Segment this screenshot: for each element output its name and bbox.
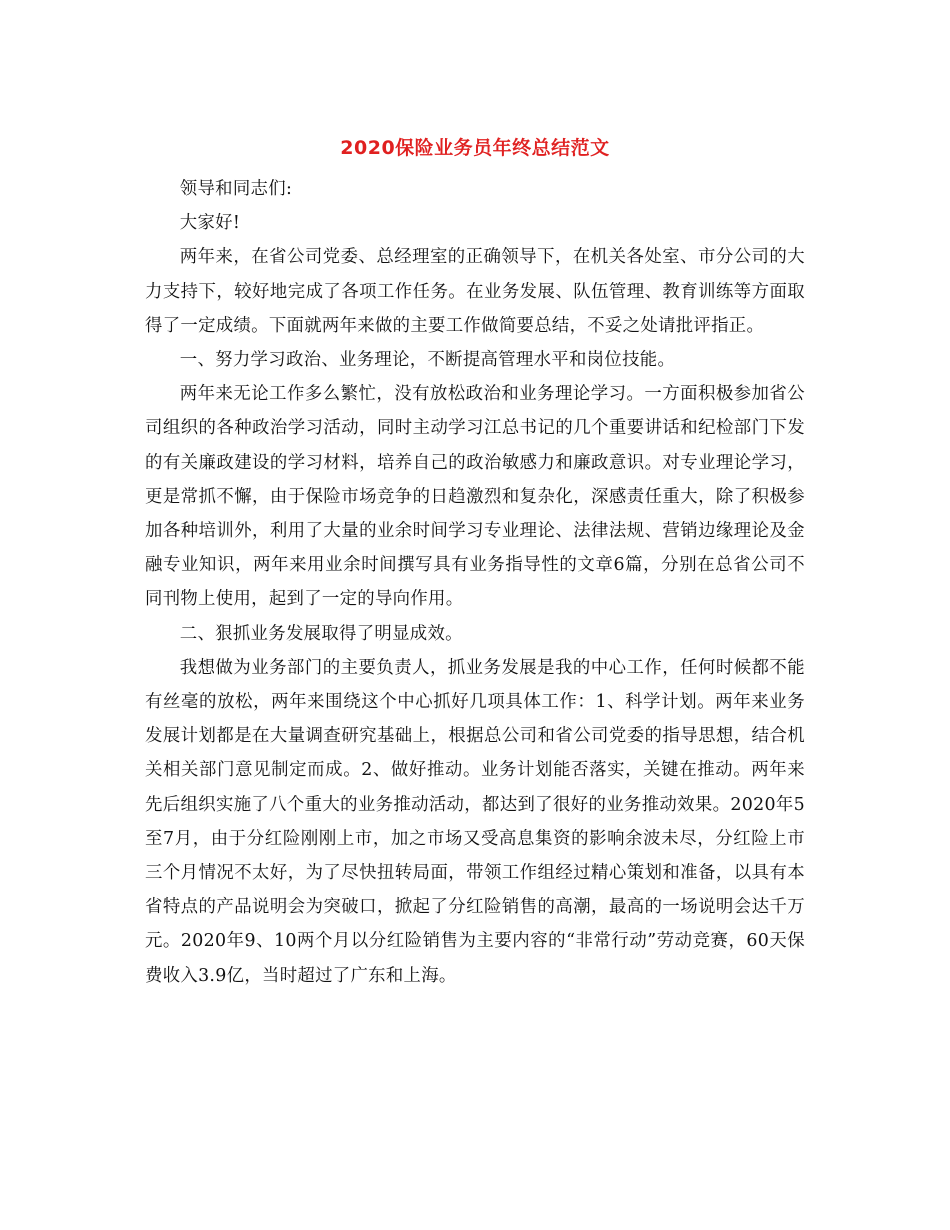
section-heading-1: 一、努力学习政治、业务理论，不断提高管理水平和岗位技能。 [179,350,676,371]
section-paragraph-1: 两年来无论工作多么繁忙，没有放松政治和业务理论学习。一方面积极参加省公司组织的各种政治学习活动，同时主动学习江总书记的几个重要讲话和纪检部门下发的有关廉政建设的学习材料，培养自己的政治敏感力和廉政意识。对专业理论学习，更是常抓不懈，由于保险市场竞争的日趋激烈和复杂化，深感责任重大，除了积极参加各种培训外，利用了大量的业余时间学习专业理论、法律法规、营销边缘理论及金融专业知识，两年来用业余时间撰写具有业务指导性的文章6篇，分别在总省公司不同刊物上使用，起到了一定的导向作用。 [145,384,805,610]
section-paragraph-2: 我想做为业务部门的主要负责人，抓业务发展是我的中心工作，任何时候都不能有丝毫的放松，两年来围绕这个中心抓好几项具体工作：1、科学计划。两年来业务发展计划都是在大量调查研究基础上，根据总公司和省公司党委的指导思想，结合机关相关部门意见制定而成。2、做好推动。业务计划能否落实，关键在推动。两年来先后组织实施了八个重大的业务推动活动，都达到了很好的业务推动效果。2020年5至7月，由于分红险刚刚上市，加之市场又受高息集资的影响余波未尽，分红险上市三个月情况不太好，为了尽快扭转局面，带领工作组经过精心策划和准备，以具有本省特点的产品说明会为突破口，掀起了分红险销售的高潮，最高的一场说明会达千万元。2020年9、10两个月以分红险销售为主要内容的“非常行动”劳动竞赛，60天保费收入3.9亿，当时超过了广东和上海。 [145,657,805,986]
document-title: 2020保险业务员年终总结范文 [340,137,610,159]
document-body [145,172,805,993]
greeting: 大家好! [179,213,241,234]
intro-paragraph: 两年来，在省公司党委、总经理室的正确领导下，在机关各处室、市分公司的大力支持下，较好地完成了各项工作任务。在业务发展、队伍管理、教育训练等方面取得了一定成绩。下面就两年来做的主要工作做简要总结，不妥之处请批评指正。 [145,247,805,336]
section-heading-2: 二、狠抓业务发展取得了明显成效。 [179,623,463,644]
salutation: 领导和同志们: [179,179,293,199]
